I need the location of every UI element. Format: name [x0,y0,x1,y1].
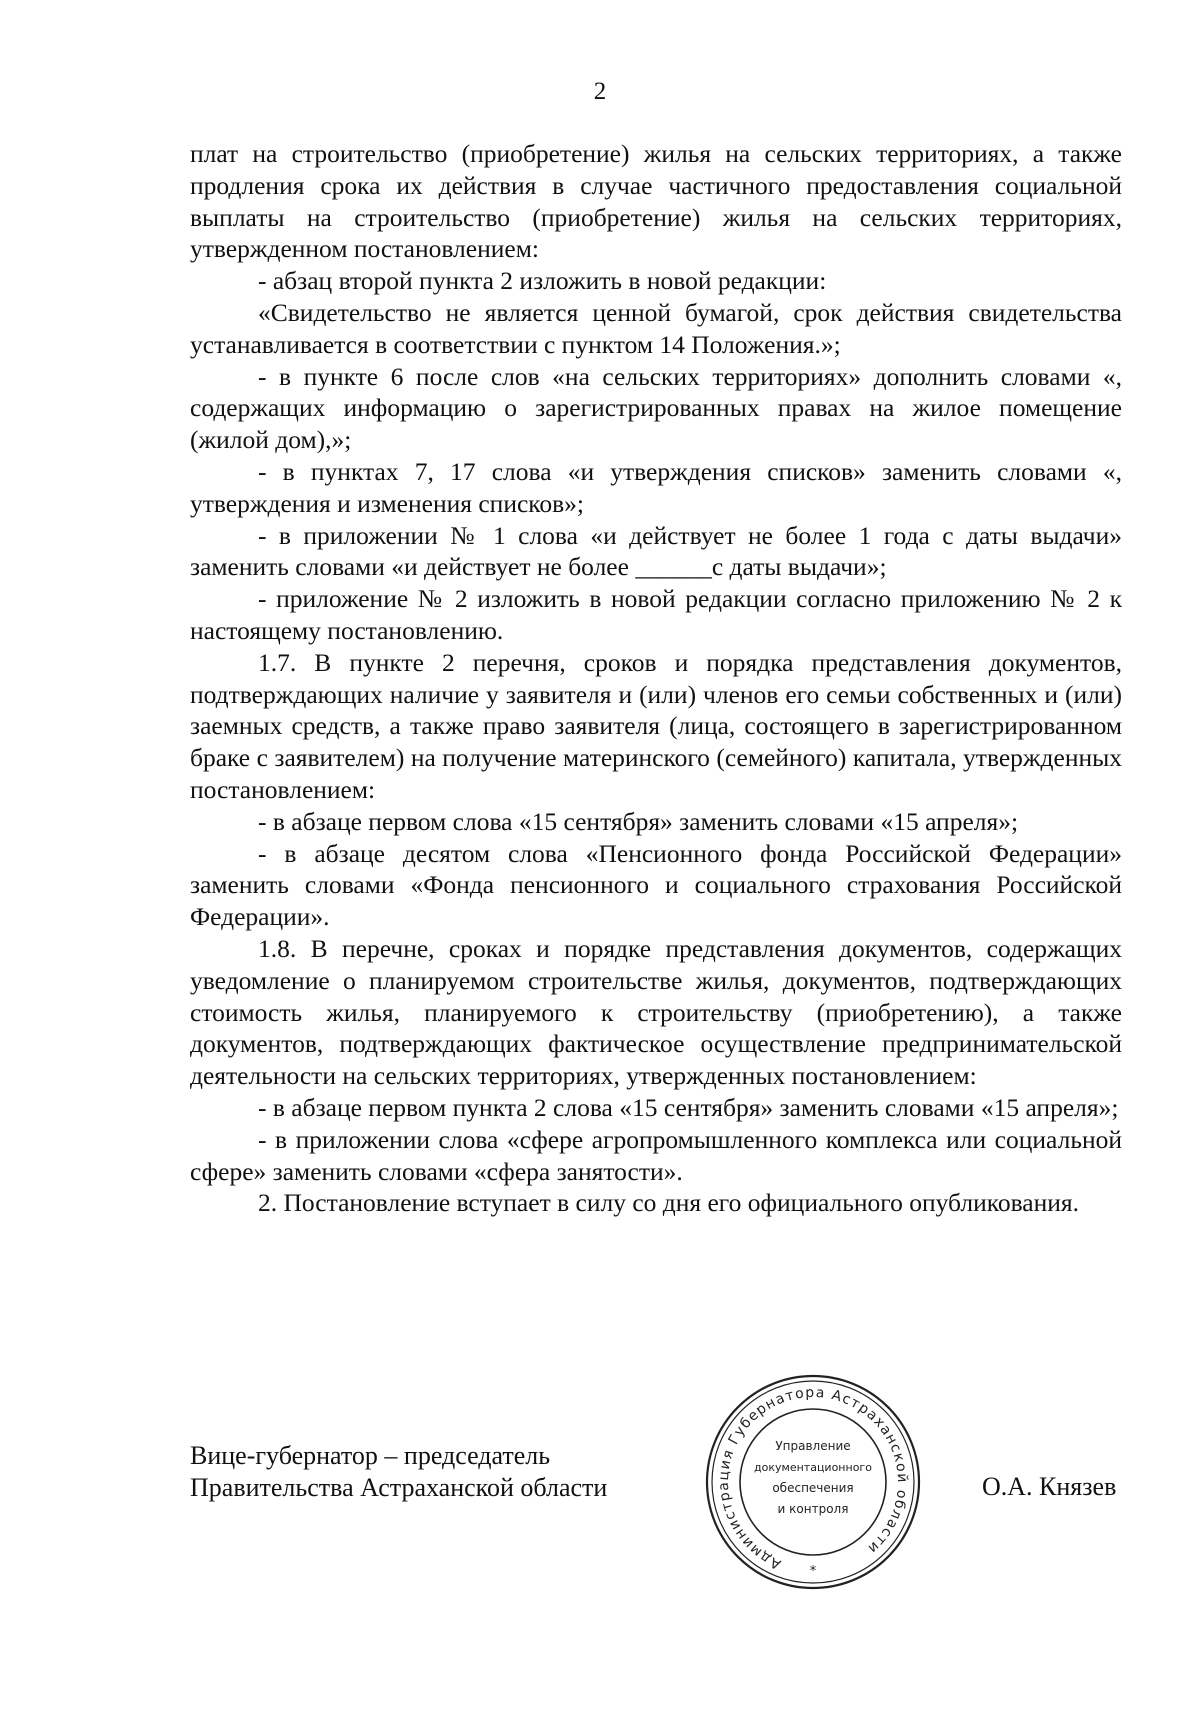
paragraph: 2. Постановление вступает в силу со дня его официального опубликования. [258,1188,1079,1218]
signatory-title-line: Правительства Астраханской области [190,1473,608,1502]
paragraph: - приложение № 2 изложить в новой редакции согласно приложению № 2 к настоящему постановлению. [190,584,1122,645]
paragraph: - в абзаце десятом слова «Пенсионного фонда Российской Федерации» заменить словами «Фонда пенсионного и социального страхования Российской Федерации». [190,838,1122,932]
stamp-inner-line: обеспечения [772,1481,854,1495]
paragraph: - в пунктах 7, 17 слова «и утверждения списков» заменить словами «, утверждения и изменения списков»; [190,456,1122,518]
page-number: 2 [593,78,607,105]
paragraph: плат на строительство (приобретение) жилья на сельских территориях, а также продления срока их действия в случае частичного предоставления социальной выплаты на строительство (приобретение) жилья на сельских территориях, утвержденном постановлением: [190,139,1122,264]
stamp-ring-text: Администрация Губернатора Астраханской области [715,1384,911,1573]
signatory-title-line: Вице-губернатор – председатель [190,1441,551,1470]
stamp-seal-icon [703,1372,923,1592]
paragraph: - в приложении № 1 слова «и действует не более 1 года с даты выдачи» заменить словами «и действует не более ______с даты выдачи»; [190,520,1122,582]
paragraph: - абзац второй пункта 2 изложить в новой редакции: [258,266,827,296]
svg-text:Администрация Губернатора Астр [716,1385,910,1572]
official-stamp [703,1372,923,1592]
paragraph: - в абзаце первом пункта 2 слова «15 сентября» заменить словами «15 апреля»; [258,1092,1119,1122]
signatory-name: О.А. Князев [982,1472,1117,1501]
stamp-inner-line: и контроля [777,1502,849,1516]
paragraph: - в приложении слова «сфере агропромышленного комплекса или социальной сфере» заменить словами «сфера занятости». [190,1124,1122,1186]
stamp-inner-line: Управление [775,1439,851,1453]
paragraph: - в пункте 6 после слов «на сельских территориях» дополнить словами «, содержащих информацию о зарегистрированных правах на жилое помещение (жилой дом),»; [190,361,1122,455]
document-body [190,138,1122,1219]
paragraph: 1.8. В перечне, сроках и порядке представления документов, содержащих уведомление о планируемом строительстве жилья, документов, подтверждающих стоимость жилья, планируемого к строительству (приобретению), а также документов, подтверждающих фактическое осуществление предпринимательской деятельности на сельских территориях, утвержденных постановлением: [190,933,1122,1091]
stamp-star: * [809,1564,817,1579]
paragraph: 1.7. В пункте 2 перечня, сроков и порядка представления документов, подтверждающих наличие у заявителя и (или) членов его семьи собственных и (или) заемных средств, а также право заявителя (лица, состоящего в зарегистрированном браке с заявителем) на получение материнского (семейного) капитала, утвержденных постановлением: [190,647,1122,804]
paragraph: - в абзаце первом слова «15 сентября» заменить словами «15 апреля»; [258,806,1019,836]
signatory-title [190,1440,607,1504]
paragraph: «Свидетельство не является ценной бумагой, срок действия свидетельства устанавливается в соответствии с пунктом 14 Положения.»; [190,297,1122,359]
stamp-inner-line: документационного [754,1461,872,1474]
